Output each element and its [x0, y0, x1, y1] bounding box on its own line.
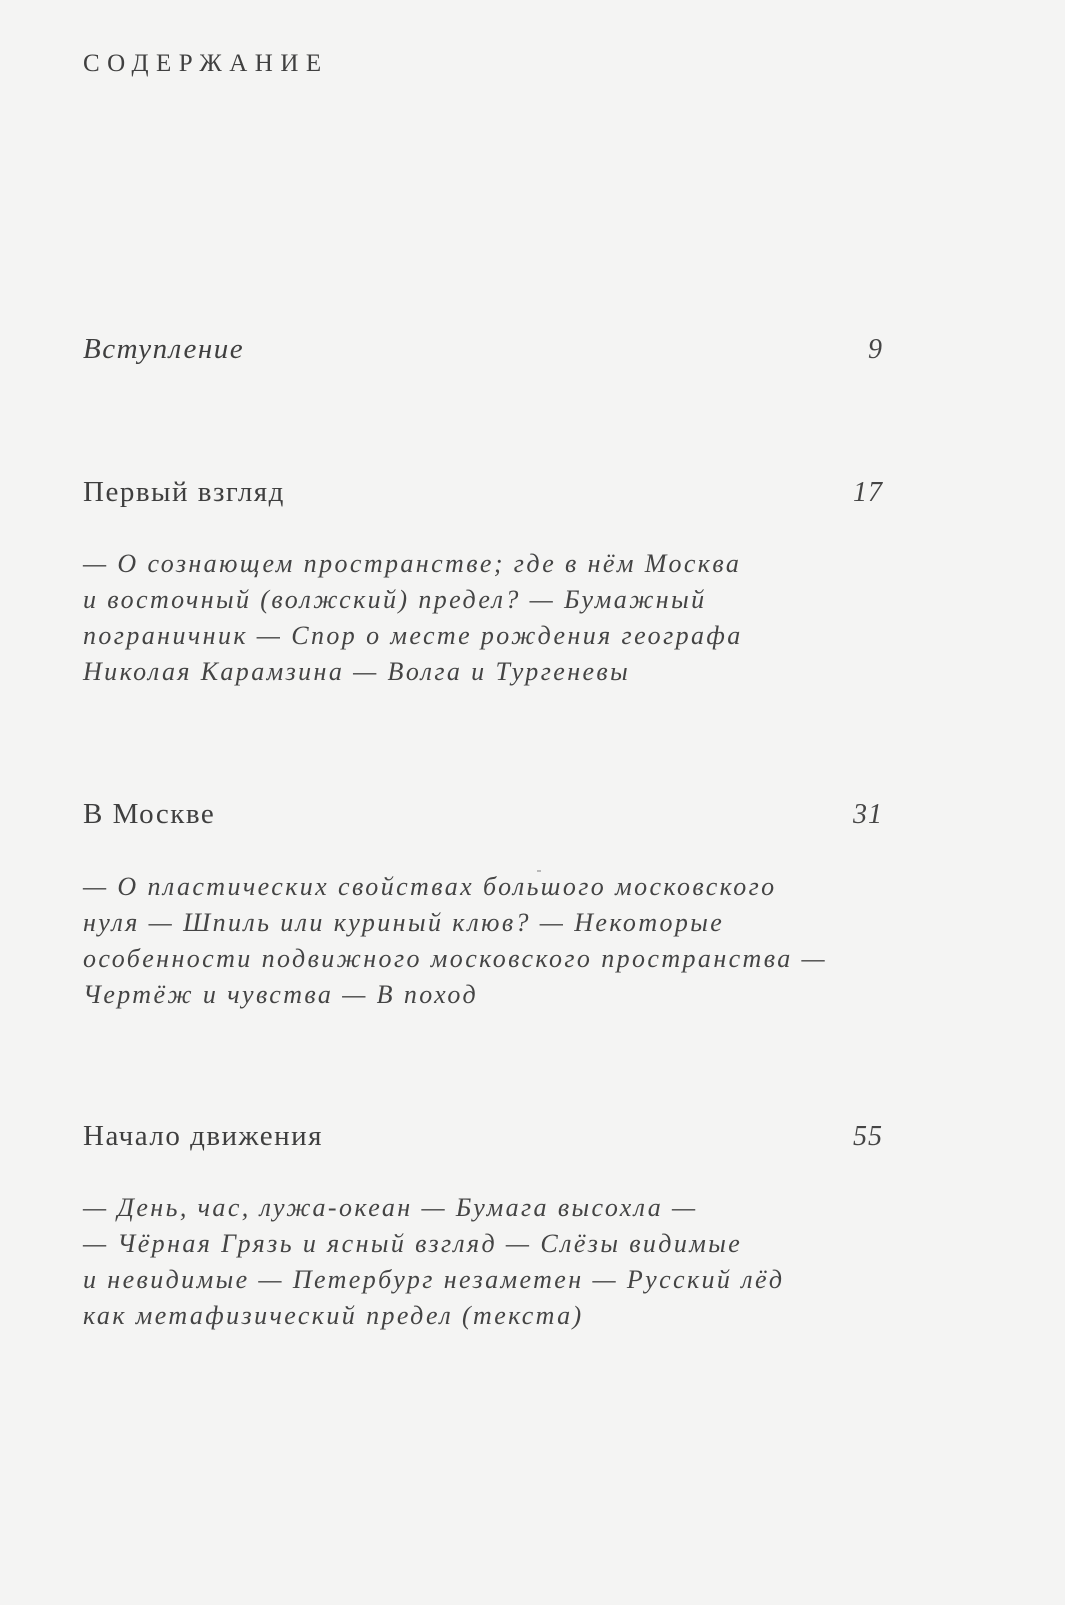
description-line: — Чёрная Грязь и ясный взгляд — Слёзы видимые [83, 1229, 743, 1258]
entry-page-number: 55 [853, 1121, 883, 1152]
description-line: — О пластических свойствах большого московского [83, 872, 777, 901]
entry-page-number: 9 [868, 334, 883, 365]
description-line: и восточный (волжский) предел? — Бумажный [83, 585, 707, 614]
description-line: — О сознающем пространстве; где в нём Москва [83, 549, 742, 578]
entry-page-number: 31 [853, 799, 883, 830]
toc-entry-beginning-of-movement[interactable] [83, 1120, 883, 1153]
entry-page-number: 17 [853, 477, 883, 508]
description-line: особенности подвижного московского пространства — [83, 944, 828, 973]
description-line: — День, час, лужа-океан — Бумага высохла — [83, 1193, 698, 1222]
entry-description [83, 869, 883, 1013]
toc-entry-in-moscow[interactable] [83, 798, 883, 831]
toc-entry-first-glance[interactable] [83, 476, 883, 509]
entry-title: Вступление [83, 333, 245, 365]
entry-description [83, 1190, 883, 1334]
entry-description [83, 546, 883, 690]
entry-title: Первый взгляд [83, 476, 285, 508]
description-line: нуля — Шпиль или куриный клюв? — Некоторые [83, 908, 725, 937]
description-line: как метафизический предел (текста) [83, 1301, 584, 1330]
toc-heading: СОДЕРЖАНИЕ [83, 50, 329, 77]
description-line: Николая Карамзина — Волга и Тургеневы [83, 657, 631, 686]
description-line: Чертёж и чувства — В поход [83, 980, 479, 1009]
entry-title: Начало движения [83, 1120, 323, 1152]
description-line: и невидимые — Петербург незаметен — Русский лёд [83, 1265, 785, 1294]
entry-title: В Москве [83, 798, 216, 830]
description-line: пограничник — Спор о месте рождения географа [83, 621, 743, 650]
toc-entry-introduction[interactable] [83, 333, 883, 366]
